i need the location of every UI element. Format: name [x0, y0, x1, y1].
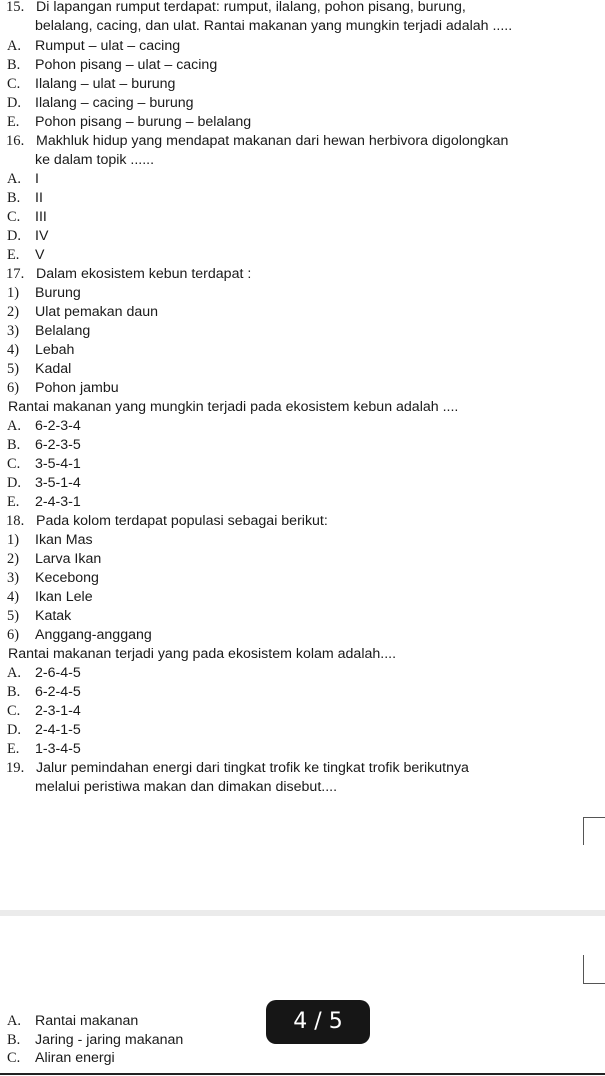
prompt-text: Rantai makanan yang mungkin terjadi pada ekosistem kebun adalah ....	[8, 399, 459, 415]
option-text: Aliran energi	[35, 1050, 115, 1066]
list-item-label: 1)	[7, 532, 19, 548]
list-item-label: 1)	[7, 285, 19, 301]
option-label: A.	[7, 665, 21, 681]
option-label: C.	[7, 456, 21, 472]
list-item-label: 2)	[7, 304, 19, 320]
list-item-label: 3)	[7, 570, 19, 586]
list-item-text: Burung	[35, 285, 81, 301]
question-number: 16.	[6, 133, 25, 149]
option-text: Ilalang – cacing – burung	[35, 95, 194, 111]
option-text: V	[35, 247, 45, 263]
option-text: 6-2-3-5	[35, 437, 81, 453]
question-text-cont: ke dalam topik ......	[35, 152, 155, 168]
list-item-text: Ikan Mas	[35, 532, 93, 548]
option-label: A.	[7, 418, 21, 434]
option-text: I	[35, 171, 39, 187]
list-item-text: Ikan Lele	[35, 589, 93, 605]
page-indicator: 4 / 5	[266, 1000, 370, 1044]
list-item-text: Pohon jambu	[35, 380, 119, 396]
list-item-text: Katak	[35, 608, 72, 624]
list-item-label: 2)	[7, 551, 19, 567]
option-text: 2-4-3-1	[35, 494, 81, 510]
crop-mark-bottom	[583, 955, 605, 984]
option-label: E.	[7, 247, 20, 263]
list-item-label: 4)	[7, 342, 19, 358]
option-label: C.	[7, 209, 21, 225]
option-text: 6-2-4-5	[35, 684, 81, 700]
option-label: A.	[7, 171, 21, 187]
option-label: E.	[7, 494, 20, 510]
option-label: E.	[7, 741, 20, 757]
option-text: 3-5-4-1	[35, 456, 81, 472]
option-text: Rumput – ulat – cacing	[35, 38, 181, 54]
option-text: 3-5-1-4	[35, 475, 81, 491]
option-label: C.	[7, 1050, 21, 1066]
option-label: C.	[7, 703, 21, 719]
option-label: D.	[7, 228, 21, 244]
option-text: Ilalang – ulat – burung	[35, 76, 176, 92]
list-item-label: 6)	[7, 380, 19, 396]
option-label: D.	[7, 475, 21, 491]
question-text: Pada kolom terdapat populasi sebagai berikut:	[36, 513, 328, 529]
option-text: 2-4-1-5	[35, 722, 81, 738]
option-label: B.	[7, 684, 21, 700]
list-item-text: Kadal	[35, 361, 72, 377]
list-item-label: 6)	[7, 627, 19, 643]
option-text: IV	[35, 228, 49, 244]
page-divider	[0, 910, 605, 916]
crop-mark-top	[583, 817, 605, 845]
option-label: B.	[7, 57, 21, 73]
option-text: III	[35, 209, 47, 225]
option-text: 1-3-4-5	[35, 741, 81, 757]
question-text: Jalur pemindahan energi dari tingkat trofik ke tingkat trofik berikutnya	[36, 760, 469, 776]
option-label: B.	[7, 190, 21, 206]
question-text: Dalam ekosistem kebun terdapat :	[36, 266, 252, 282]
question-number: 17.	[6, 266, 25, 282]
list-item-text: Larva Ikan	[35, 551, 102, 567]
question-number: 15.	[6, 0, 25, 15]
question-text-cont: belalang, cacing, dan ulat. Rantai makanan yang mungkin terjadi adalah .....	[35, 18, 513, 34]
option-label: A.	[7, 38, 21, 54]
option-label: D.	[7, 95, 21, 111]
question-number: 19.	[6, 760, 25, 776]
bottom-rule	[0, 1073, 605, 1075]
question-number: 18.	[6, 513, 25, 529]
question-text: Makhluk hidup yang mendapat makanan dari hewan herbivora digolongkan	[36, 133, 509, 149]
list-item-text: Ulat pemakan daun	[35, 304, 159, 320]
option-label: B.	[7, 437, 21, 453]
option-text: 6-2-3-4	[35, 418, 81, 434]
option-text: Jaring - jaring makanan	[35, 1032, 184, 1048]
option-text: 2-3-1-4	[35, 703, 81, 719]
option-label: C.	[7, 76, 21, 92]
option-label: E.	[7, 114, 20, 130]
option-text: Rantai makanan	[35, 1013, 139, 1029]
list-item-text: Belalang	[35, 323, 91, 339]
option-text: II	[35, 190, 43, 206]
option-text: Pohon pisang – burung – belalang	[35, 114, 252, 130]
list-item-label: 3)	[7, 323, 19, 339]
list-item-label: 5)	[7, 608, 19, 624]
option-label: D.	[7, 722, 21, 738]
prompt-text: Rantai makanan terjadi yang pada ekosistem kolam adalah....	[8, 646, 397, 662]
list-item-text: Lebah	[35, 342, 75, 358]
list-item-text: Anggang-anggang	[35, 627, 152, 643]
option-label: A.	[7, 1013, 21, 1029]
question-text: Di lapangan rumput terdapat: rumput, ilalang, pohon pisang, burung,	[36, 0, 466, 15]
option-text: Pohon pisang – ulat – cacing	[35, 57, 218, 73]
option-text: 2-6-4-5	[35, 665, 81, 681]
question-text-cont: melalui peristiwa makan dan dimakan disebut....	[35, 779, 338, 795]
list-item-label: 5)	[7, 361, 19, 377]
list-item-label: 4)	[7, 589, 19, 605]
list-item-text: Kecebong	[35, 570, 99, 586]
option-label: B.	[7, 1032, 21, 1048]
